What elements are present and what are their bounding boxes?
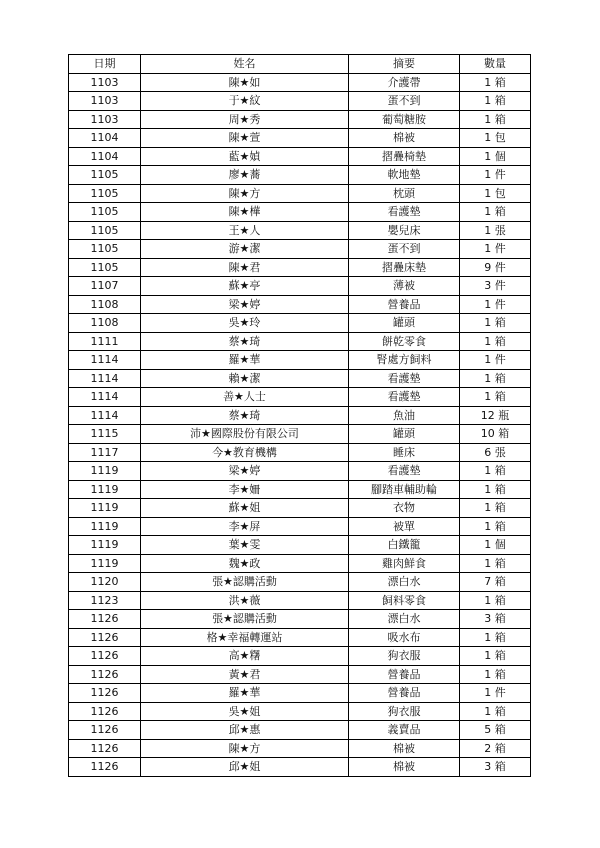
table-row [69, 129, 531, 148]
row-summary: 看護墊 [349, 388, 460, 407]
row-date: 1105 [69, 221, 141, 240]
row-quantity: 3 件 [460, 277, 531, 296]
header-date: 日期 [69, 55, 141, 74]
row-name: 李★姍 [141, 480, 349, 499]
table-row [69, 721, 531, 740]
row-name: 格★幸福轉運站 [141, 628, 349, 647]
table-row [69, 166, 531, 185]
row-quantity: 1 箱 [460, 332, 531, 351]
row-date: 1105 [69, 184, 141, 203]
row-summary: 漂白水 [349, 610, 460, 629]
row-summary: 睡床 [349, 443, 460, 462]
row-summary: 蛋不到 [349, 240, 460, 259]
row-name: 游★潔 [141, 240, 349, 259]
row-date: 1105 [69, 240, 141, 259]
table-row [69, 351, 531, 370]
row-date: 1119 [69, 499, 141, 518]
row-summary: 白鐵籠 [349, 536, 460, 555]
table-row [69, 480, 531, 499]
row-date: 1126 [69, 665, 141, 684]
row-summary: 棉被 [349, 129, 460, 148]
row-quantity: 1 包 [460, 129, 531, 148]
row-date: 1126 [69, 739, 141, 758]
row-date: 1114 [69, 406, 141, 425]
row-summary: 介護帶 [349, 73, 460, 92]
row-date: 1104 [69, 129, 141, 148]
table-row [69, 184, 531, 203]
row-quantity: 1 箱 [460, 369, 531, 388]
row-quantity: 1 件 [460, 295, 531, 314]
row-date: 1120 [69, 573, 141, 592]
donation-table [68, 54, 531, 777]
row-date: 1108 [69, 314, 141, 333]
row-name: 今★教育機構 [141, 443, 349, 462]
row-date: 1103 [69, 73, 141, 92]
row-quantity: 1 箱 [460, 665, 531, 684]
table-row [69, 499, 531, 518]
row-name: 魏★政 [141, 554, 349, 573]
row-name: 羅★華 [141, 351, 349, 370]
row-quantity: 1 件 [460, 166, 531, 185]
row-name: 吳★玲 [141, 314, 349, 333]
row-summary: 狗衣服 [349, 702, 460, 721]
row-date: 1114 [69, 388, 141, 407]
table-row [69, 258, 531, 277]
row-summary: 摺疊床墊 [349, 258, 460, 277]
row-date: 1126 [69, 758, 141, 777]
row-name: 黃★君 [141, 665, 349, 684]
row-name: 蘇★姐 [141, 499, 349, 518]
row-summary: 罐頭 [349, 425, 460, 444]
row-quantity: 1 個 [460, 536, 531, 555]
donation-record-page [68, 54, 530, 777]
row-quantity: 1 箱 [460, 499, 531, 518]
table-row [69, 295, 531, 314]
table-row [69, 73, 531, 92]
row-date: 1119 [69, 517, 141, 536]
table-row [69, 591, 531, 610]
row-name: 李★屏 [141, 517, 349, 536]
row-date: 1105 [69, 203, 141, 222]
row-date: 1105 [69, 258, 141, 277]
row-quantity: 3 箱 [460, 758, 531, 777]
row-quantity: 1 個 [460, 147, 531, 166]
row-name: 羅★華 [141, 684, 349, 703]
row-date: 1126 [69, 684, 141, 703]
row-date: 1103 [69, 110, 141, 129]
row-quantity: 1 箱 [460, 480, 531, 499]
row-quantity: 12 瓶 [460, 406, 531, 425]
row-name: 賴★潔 [141, 369, 349, 388]
row-summary: 營養品 [349, 684, 460, 703]
row-quantity: 1 箱 [460, 462, 531, 481]
row-summary: 義賣品 [349, 721, 460, 740]
table-row [69, 147, 531, 166]
table-row [69, 702, 531, 721]
row-date: 1119 [69, 554, 141, 573]
row-name: 周★秀 [141, 110, 349, 129]
table-row [69, 110, 531, 129]
row-name: 王★人 [141, 221, 349, 240]
row-date: 1126 [69, 721, 141, 740]
row-name: 梁★婷 [141, 295, 349, 314]
row-quantity: 1 箱 [460, 554, 531, 573]
table-row [69, 425, 531, 444]
row-date: 1117 [69, 443, 141, 462]
row-date: 1105 [69, 166, 141, 185]
table-row [69, 665, 531, 684]
row-name: 蔡★琦 [141, 406, 349, 425]
row-quantity: 1 張 [460, 221, 531, 240]
table-row [69, 277, 531, 296]
table-row [69, 684, 531, 703]
row-summary: 腎處方飼料 [349, 351, 460, 370]
row-summary: 罐頭 [349, 314, 460, 333]
row-date: 1108 [69, 295, 141, 314]
row-date: 1115 [69, 425, 141, 444]
row-date: 1119 [69, 462, 141, 481]
row-summary: 吸水布 [349, 628, 460, 647]
table-row [69, 221, 531, 240]
table-row [69, 406, 531, 425]
row-summary: 衣物 [349, 499, 460, 518]
row-name: 藍★媜 [141, 147, 349, 166]
row-date: 1119 [69, 480, 141, 499]
row-quantity: 6 張 [460, 443, 531, 462]
row-name: 陳★樺 [141, 203, 349, 222]
table-row [69, 647, 531, 666]
row-quantity: 1 箱 [460, 92, 531, 111]
row-summary: 軟地墊 [349, 166, 460, 185]
row-quantity: 1 箱 [460, 647, 531, 666]
row-date: 1114 [69, 369, 141, 388]
row-name: 邱★姐 [141, 758, 349, 777]
row-date: 1119 [69, 536, 141, 555]
row-date: 1126 [69, 628, 141, 647]
row-summary: 看護墊 [349, 203, 460, 222]
row-date: 1104 [69, 147, 141, 166]
row-name: 洪★薇 [141, 591, 349, 610]
row-name: 陳★君 [141, 258, 349, 277]
table-row [69, 388, 531, 407]
row-quantity: 1 箱 [460, 110, 531, 129]
row-summary: 看護墊 [349, 462, 460, 481]
row-name: 陳★方 [141, 739, 349, 758]
row-quantity: 3 箱 [460, 610, 531, 629]
row-name: 吳★姐 [141, 702, 349, 721]
table-row [69, 240, 531, 259]
row-quantity: 1 箱 [460, 702, 531, 721]
row-name: 邱★惠 [141, 721, 349, 740]
row-summary: 狗衣服 [349, 647, 460, 666]
row-summary: 棉被 [349, 739, 460, 758]
table-row [69, 758, 531, 777]
header-quantity: 數量 [460, 55, 531, 74]
table-row [69, 92, 531, 111]
header-name: 姓名 [141, 55, 349, 74]
table-row [69, 369, 531, 388]
row-summary: 漂白水 [349, 573, 460, 592]
row-date: 1103 [69, 92, 141, 111]
row-summary: 飼料零食 [349, 591, 460, 610]
row-name: 張★認購活動 [141, 610, 349, 629]
table-row [69, 203, 531, 222]
row-summary: 摺疊椅墊 [349, 147, 460, 166]
table-body [69, 73, 531, 776]
row-quantity: 1 件 [460, 240, 531, 259]
row-name: 梁★婷 [141, 462, 349, 481]
row-quantity: 1 包 [460, 184, 531, 203]
row-name: 陳★方 [141, 184, 349, 203]
row-summary: 蛋不到 [349, 92, 460, 111]
row-date: 1126 [69, 702, 141, 721]
row-name: 高★糬 [141, 647, 349, 666]
table-row [69, 554, 531, 573]
row-name: 廖★蕎 [141, 166, 349, 185]
row-name: 蔡★琦 [141, 332, 349, 351]
row-quantity: 1 箱 [460, 388, 531, 407]
row-quantity: 1 箱 [460, 73, 531, 92]
row-name: 蘇★亭 [141, 277, 349, 296]
row-quantity: 5 箱 [460, 721, 531, 740]
table-row [69, 517, 531, 536]
table-row [69, 610, 531, 629]
row-date: 1126 [69, 610, 141, 629]
table-row [69, 462, 531, 481]
row-quantity: 9 件 [460, 258, 531, 277]
row-summary: 營養品 [349, 295, 460, 314]
table-row [69, 573, 531, 592]
row-quantity: 1 箱 [460, 314, 531, 333]
row-summary: 腳踏車輔助輪 [349, 480, 460, 499]
table-header-row [69, 55, 531, 74]
row-summary: 看護墊 [349, 369, 460, 388]
table-row [69, 332, 531, 351]
table-row [69, 536, 531, 555]
row-quantity: 10 箱 [460, 425, 531, 444]
row-name: 張★認購活動 [141, 573, 349, 592]
row-quantity: 1 件 [460, 684, 531, 703]
row-summary: 餅乾零食 [349, 332, 460, 351]
row-quantity: 1 件 [460, 351, 531, 370]
row-name: 葉★雯 [141, 536, 349, 555]
row-quantity: 1 箱 [460, 591, 531, 610]
row-summary: 營養品 [349, 665, 460, 684]
table-row [69, 628, 531, 647]
table-row [69, 443, 531, 462]
row-summary: 雞肉鮮食 [349, 554, 460, 573]
row-quantity: 7 箱 [460, 573, 531, 592]
row-summary: 魚油 [349, 406, 460, 425]
row-name: 于★紋 [141, 92, 349, 111]
row-quantity: 2 箱 [460, 739, 531, 758]
row-summary: 被單 [349, 517, 460, 536]
header-summary: 摘要 [349, 55, 460, 74]
row-date: 1123 [69, 591, 141, 610]
table-row [69, 739, 531, 758]
row-quantity: 1 箱 [460, 628, 531, 647]
row-date: 1111 [69, 332, 141, 351]
row-name: 陳★萱 [141, 129, 349, 148]
row-quantity: 1 箱 [460, 203, 531, 222]
row-summary: 薄被 [349, 277, 460, 296]
row-quantity: 1 箱 [460, 517, 531, 536]
row-name: 善★人士 [141, 388, 349, 407]
row-name: 陳★如 [141, 73, 349, 92]
row-date: 1107 [69, 277, 141, 296]
row-summary: 枕頭 [349, 184, 460, 203]
table-row [69, 314, 531, 333]
row-date: 1126 [69, 647, 141, 666]
row-date: 1114 [69, 351, 141, 370]
row-name: 沛★國際股份有限公司 [141, 425, 349, 444]
row-summary: 葡萄糖胺 [349, 110, 460, 129]
row-summary: 棉被 [349, 758, 460, 777]
row-summary: 嬰兒床 [349, 221, 460, 240]
